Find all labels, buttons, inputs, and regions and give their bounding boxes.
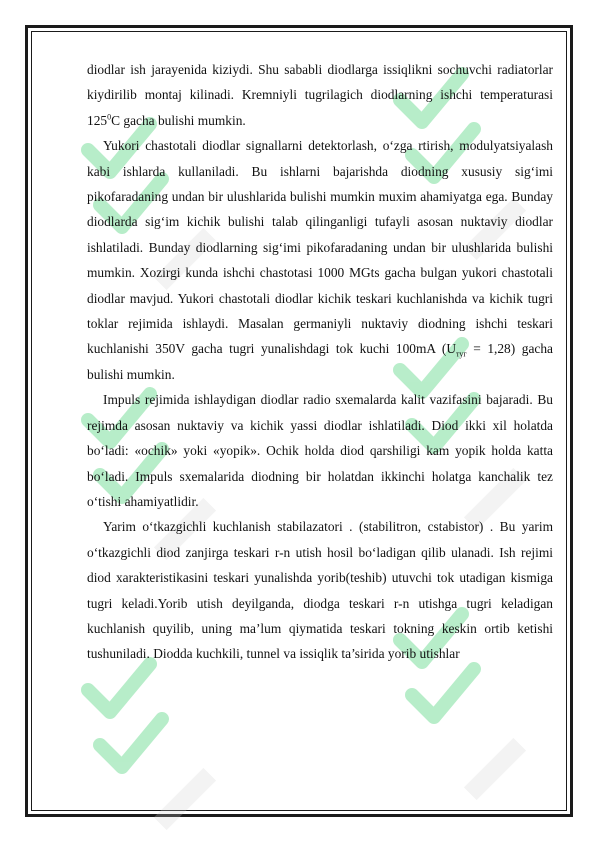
degree-superscript: 0: [107, 112, 112, 122]
paragraph-impulse-text: Impuls rejimida ishlaydigan diodlar radio sxemalarda kalit vazifasini bajaradi. Bu rejimda asosan nuktaviy va kichik yassi diodlar ishlatiladi. Diod ikki xil holatda bo‘ladi: «ochik» yoki «yopik». Ochik holda diod qarshiligi kam yopik holda katta bo‘ladi. Impuls sxemalarida diodning bir holatdan ikkinchi holatga kanchalik tez o‘tishi ahamiyatlidir.: [87, 392, 553, 509]
body-text: [87, 57, 553, 667]
paragraph-high-frequency-tail: = 1,28) gacha bulishi mumkin.: [87, 341, 553, 382]
paragraph-radiator: [87, 57, 553, 133]
paragraph-stabilizer: [87, 514, 553, 666]
paragraph-radiator-tail: C gacha bulishi mumkin.: [111, 112, 246, 128]
paragraph-high-frequency-text: Yukori chastotali diodlar signallarni detektorlash, o‘zga rtirish, modulyatsiyalash kabi ishlarda kullaniladi. Bu ishlarni bajarishda diodning xususiy sig‘imi pikofaradaning undan bir ulushlarida bulishi mumkin muxim ahamiyatga ega. Bunday diodlarda sig‘im kichik bulishi talab qilinganligi tufayli asosan nuktaviy diodlar ishlatiladi. Bunday diodlarning sig‘imi pikofaradaning undan bir ulushlarida bulishi mumkin. Xozirgi kunda ishchi chastotasi 1000 MGts gacha bulgan yukori chastotali diodlar mavjud. Yukori chastotali diodlar kichik teskari kuchlanishda va kichik tugri toklar rejimida ishlaydi. Masalan germaniyli nuktaviy diodning ishchi teskari kuchlanishi 350V gacha tugri yunalishdagi tok kuchi 100mA (U: [87, 138, 553, 357]
paragraph-stabilizer-text: Yarim o‘tkazgichli kuchlanish stabilazatori . (stabilitron, cstabistor) . Bu yarim o‘tkazgichli diod zanjirga teskari r-n utish hosil bo‘ladigan qilib ulanadi. Ish rejimi diod xarakteristikasini teskari yunalishda yorib(teshib) utuvchi tok utadigan kismiga tugri keladi.Yorib utish deyilganda, diodga teskari r-n utishga tugri keladigan kuchlanish quyilib, uning ma’lum qiymatida teskari tokning keskin ortib ketishi tushuniladi. Diodda kuchkili, tunnel va issiqlik ta’sirida yorib utishlar: [87, 519, 553, 662]
paragraph-high-frequency: [87, 133, 553, 387]
paragraph-impulse: [87, 387, 553, 514]
paragraph-radiator-text: diodlar ish jarayenida kiziydi. Shu sababli diodlarga issiqlikni sochuvchi radiatorlar kiydirilib montaj kilinadi. Kremniyli tugrilagich diodlarning ishchi temperaturasi 125: [87, 62, 553, 128]
voltage-subscript: туг: [456, 350, 467, 360]
